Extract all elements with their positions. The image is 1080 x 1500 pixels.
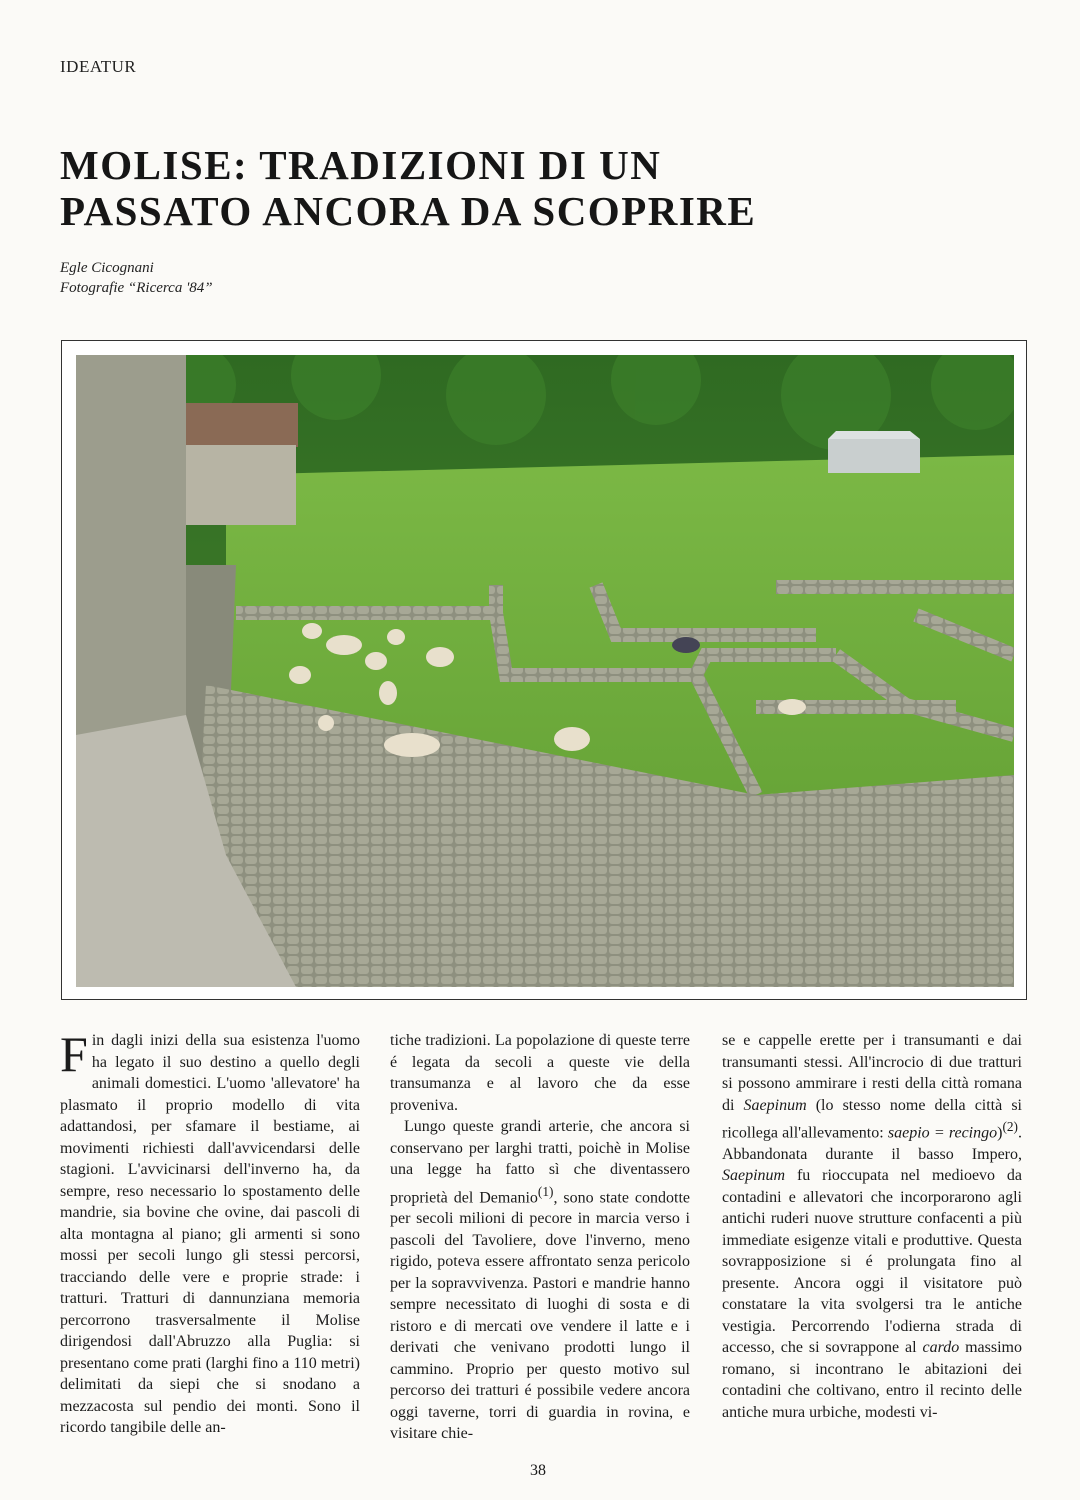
paragraph-text: massimo romano, si incontrano le abitazioni dei contadini che coltivano, entro il recinto delle antiche mura urbiche, modesti vi- <box>722 1339 1022 1421</box>
photo-frame <box>61 340 1027 1000</box>
footnote-ref: (1) <box>537 1183 554 1199</box>
latin-term: cardo <box>922 1339 960 1357</box>
page-number: 38 <box>530 1462 546 1479</box>
footnote-ref: (2) <box>1002 1119 1018 1134</box>
article-title <box>60 142 1020 234</box>
paragraph-text: Lungo queste grandi arterie, che ancora si conservano per larghi tratti, poichè in Molise una legge ha fatto sì che diventassero proprietà del Demanio <box>390 1118 690 1206</box>
title-line-1: MOLISE: TRADIZIONI DI UN <box>60 142 662 188</box>
latin-term: Saepinum <box>743 1096 807 1114</box>
paragraph-text: . Abbandonata durante il basso Impero, <box>722 1124 1022 1163</box>
paragraph: tiche tradizioni. La popolazione di queste terre é legata da secoli a queste vie della transumanza e al lavoro che da esse proveniva. <box>390 1032 690 1114</box>
paragraph <box>390 1116 690 1445</box>
paragraph-text: in dagli inizi della sua esistenza l'uomo ha legato il suo destino a quello degli animali domestici. L'uomo 'allevatore' ha plasmato il proprio modello di vita adattandosi, per sfamare il bestiame, ai movimenti richiesti dall'avvicendarsi delle stagioni. L'avvicinarsi dell'inverno ha, da sempre, reso necessario lo spostamento delle mandrie, sia bovine che ovine, dai pascoli di alta montagna al piano; gli armenti si sono mossi per secoli lungo gli stessi percorsi, tracciando delle vere e proprie strade: i tratturi. Tratturi di dannunziana memoria percorrono trasversalmente il Molise dirigendosi dall'Abruzzo alla Puglia: si presentano come prati (larghi fino a 110 metri) delimitati da siepi che si snodano a mezzacosta sul pendio dei monti. Sono il ricordo tangibile delle an- <box>60 1032 360 1436</box>
drop-cap: F <box>60 1026 88 1082</box>
paragraph-text: fu rioccupata nel medioevo da contadini e allevatori che incorporarono agli antichi ruderi nuove strutture confacenti a più immediate esigenze vitali e produttive. Questa sovrapposizione si é prolungata fino al presente. Ancora oggi il visitatore può constatare la vita svolgersi tra le antiche vestigia. Percorrendo l'odierna strada di accesso, che si sovrappone al <box>722 1167 1022 1357</box>
paragraph <box>60 1026 360 1439</box>
body-column-2 <box>390 1030 690 1445</box>
paragraph-text: (lo stesso nome della città si ricollega all'allevamento: <box>722 1096 1022 1142</box>
paragraph-text: ) <box>997 1124 1003 1142</box>
saepinum-ruins-photo <box>76 355 1014 987</box>
author-name: Egle Cicognani <box>60 260 154 276</box>
body-column-1 <box>60 1026 360 1439</box>
latin-term: saepio = recingo <box>887 1124 998 1142</box>
photo-credit: Fotografie “Ricerca '84” <box>60 280 213 296</box>
section-label: IDEATUR <box>60 57 137 76</box>
paragraph-text: se e cappelle erette per i transumanti e dai transumanti stessi. All'incrocio di due tratturi si possono ammirare i resti della città romana di <box>722 1032 1022 1114</box>
title-line-2: PASSATO ANCORA DA SCOPRIRE <box>60 188 757 234</box>
body-column-3 <box>722 1030 1022 1423</box>
paragraph-text: , sono state condotte per secoli milioni di pecore in marcia verso i pascoli del Tavoliere, dove l'inverno, meno rigido, poteva essere affrontato senza pericolo per la sopravvivenza. Pastori e mandrie hanno sempre necessitato di luoghi di sosta e di ristoro e di mercati ove vendere il latte e i derivati che venivano prodotti lungo il cammino. Proprio per questo motivo sul percorso dei tratturi é possibile vedere ancora oggi taverne, torri di guardia in rovina, e visitare chie- <box>390 1188 690 1443</box>
paragraph <box>722 1030 1022 1423</box>
credits <box>60 258 213 298</box>
latin-term: Saepinum <box>722 1167 786 1185</box>
